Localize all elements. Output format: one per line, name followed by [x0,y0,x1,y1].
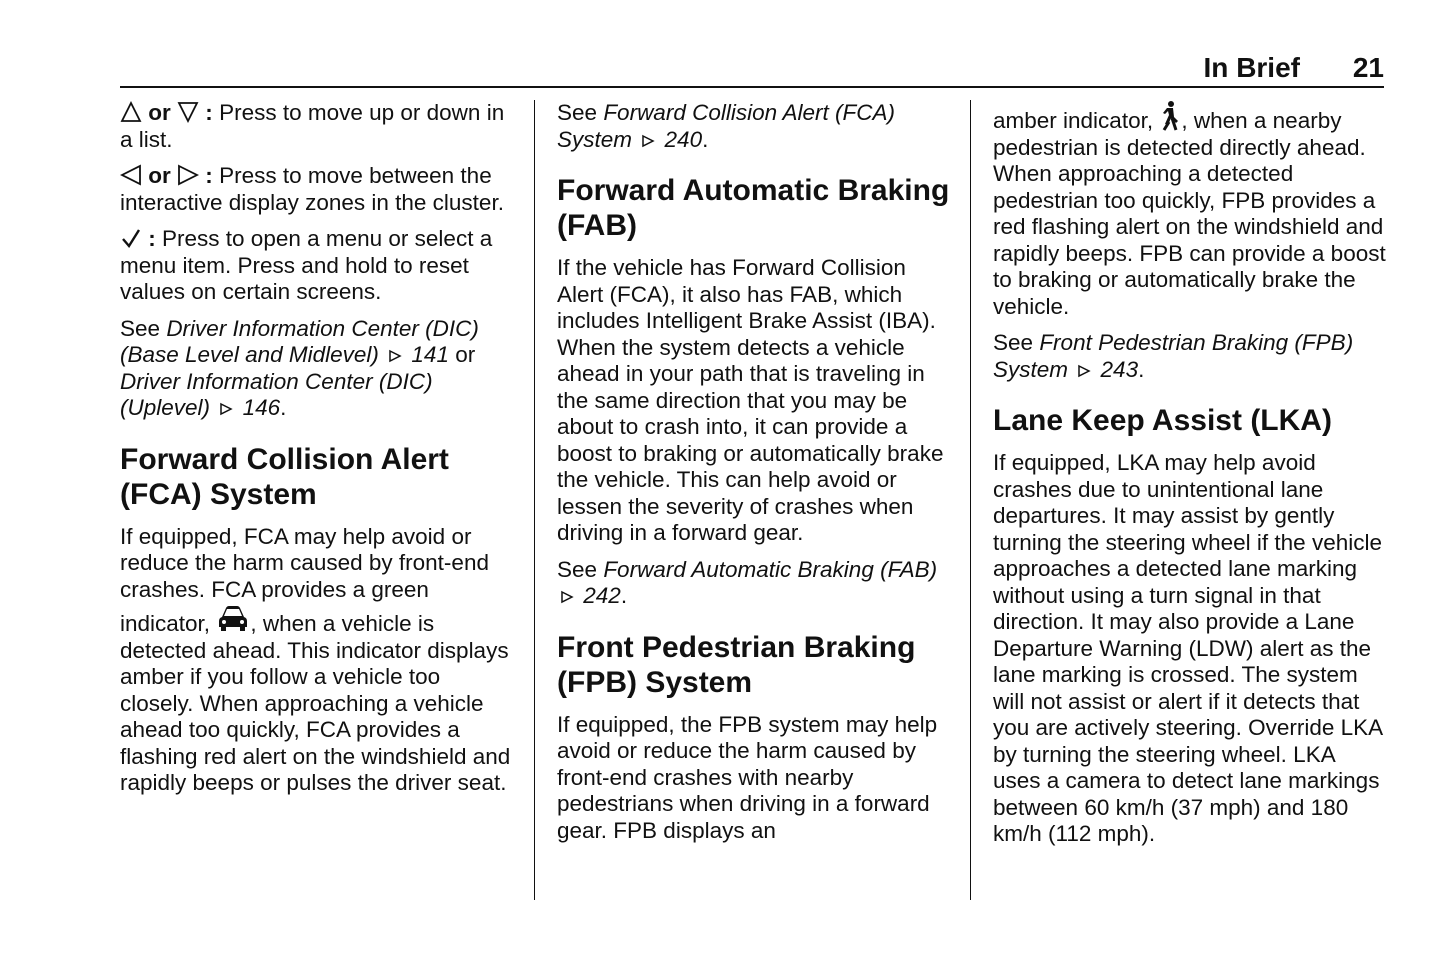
control-select: : Press to open a menu or select a menu item. Press and hold to reset values on certain screens. [120,226,493,304]
section-title: In Brief [1203,52,1300,83]
reference-link[interactable]: Front Pedestrian Braking (FPB) System [993,330,1354,382]
control-up-down: or : Press to move up or down in a list. [120,100,505,152]
vehicle-ahead-icon [216,603,250,633]
section-heading-fca: Forward Collision Alert (FCA) System [120,442,449,511]
reference-link[interactable]: Forward Automatic Braking (FAB) [603,556,938,582]
fpb-body-continued: amber indicator, , when a nearby pedestrian is detected directly ahead. When approaching a detected pedestrian too quickly, FPB provides a red flashing alert on the windshield and rapidly beeps. FPB can provide a boost to braking or automatically brake the vehicle. [993,100,1388,320]
checkmark-icon [120,227,142,249]
page-number: 21 [1352,52,1384,83]
column-2 [557,100,952,854]
see-reference-fpb: See Front Pedestrian Braking (FPB) System 243. [993,330,1354,382]
fab-body: If the vehicle has Forward Collision Alert (FCA), it also has FAB, which includes Intelligent Brake Assist (IBA). When the system detects a vehicle ahead in your path that is traveling in the same direction that you may be about to crash into, it can provide a boost to braking or automatically brake the vehicle. This can help avoid or lessen the severity of crashes when driving in a forward gear. [557,255,944,545]
see-reference-dic: See Driver Information Center (DIC) (Base Level and Midlevel) 141 or Driver Information Center (DIC) (Uplevel) 146. [120,315,479,420]
page-arrow-icon [640,133,656,149]
triangle-up-icon [120,101,142,123]
control-left-right: or : Press to move between the interactive display zones in the cluster. [120,163,504,215]
triangle-down-icon [177,101,199,123]
column-divider [970,100,971,900]
page-arrow-icon [387,348,403,364]
section-heading-fab: Forward Automatic Braking (FAB) [557,174,950,242]
column-3 [993,100,1388,858]
reference-link[interactable]: Driver Information Center (DIC) (Base Level and Midlevel) [120,315,479,367]
page-arrow-icon [1076,363,1092,379]
reference-link[interactable]: Forward Collision Alert (FCA) System [557,100,896,152]
fca-body: If equipped, FCA may help avoid or reduce the harm caused by front-end crashes. FCA provides a green indicator, , when a vehicle is detected ahead. This indicator displays amber if you follow a vehicle too closely. When approaching a vehicle ahead too quickly, FCA provides a flashing red alert on the windshield and rapidly beeps or pulses the driver seat. [120,523,511,795]
page-arrow-icon [218,401,234,417]
triangle-right-icon [177,164,199,186]
fpb-body: If equipped, the FPB system may help avoid or reduce the harm caused by front-end crashes with nearby pedestrians when driving in a forward gear. FPB displays an [557,711,938,843]
see-reference-fca: See Forward Collision Alert (FCA) System 240. [557,100,896,152]
page-arrow-icon [559,589,575,605]
reference-link[interactable]: Driver Information Center (DIC) (Uplevel) [120,368,433,420]
column-1 [120,100,515,807]
section-heading-fpb: Front Pedestrian Braking (FPB) System [557,630,916,699]
page-header [120,52,1384,88]
pedestrian-icon [1159,100,1181,132]
see-reference-fab: See Forward Automatic Braking (FAB) 242. [557,556,938,608]
column-divider [534,100,535,900]
lka-body: If equipped, LKA may help avoid crashes due to unintentional lane departures. It may assist by gently turning the steering wheel if the vehicle approaches a detected lane marking without using a turn signal in that direction. It may also provide a Lane Departure Warning (LDW) alert as the lane marking is crossed. The system will not assist or alert if it detects that you are actively steering. Override LKA by turning the steering wheel. LKA uses a camera to detect lane markings between 60 km/h (37 mph) and 180 km/h (112 mph). [993,450,1382,846]
triangle-left-icon [120,164,142,186]
section-heading-lka: Lane Keep Assist (LKA) [993,404,1332,437]
